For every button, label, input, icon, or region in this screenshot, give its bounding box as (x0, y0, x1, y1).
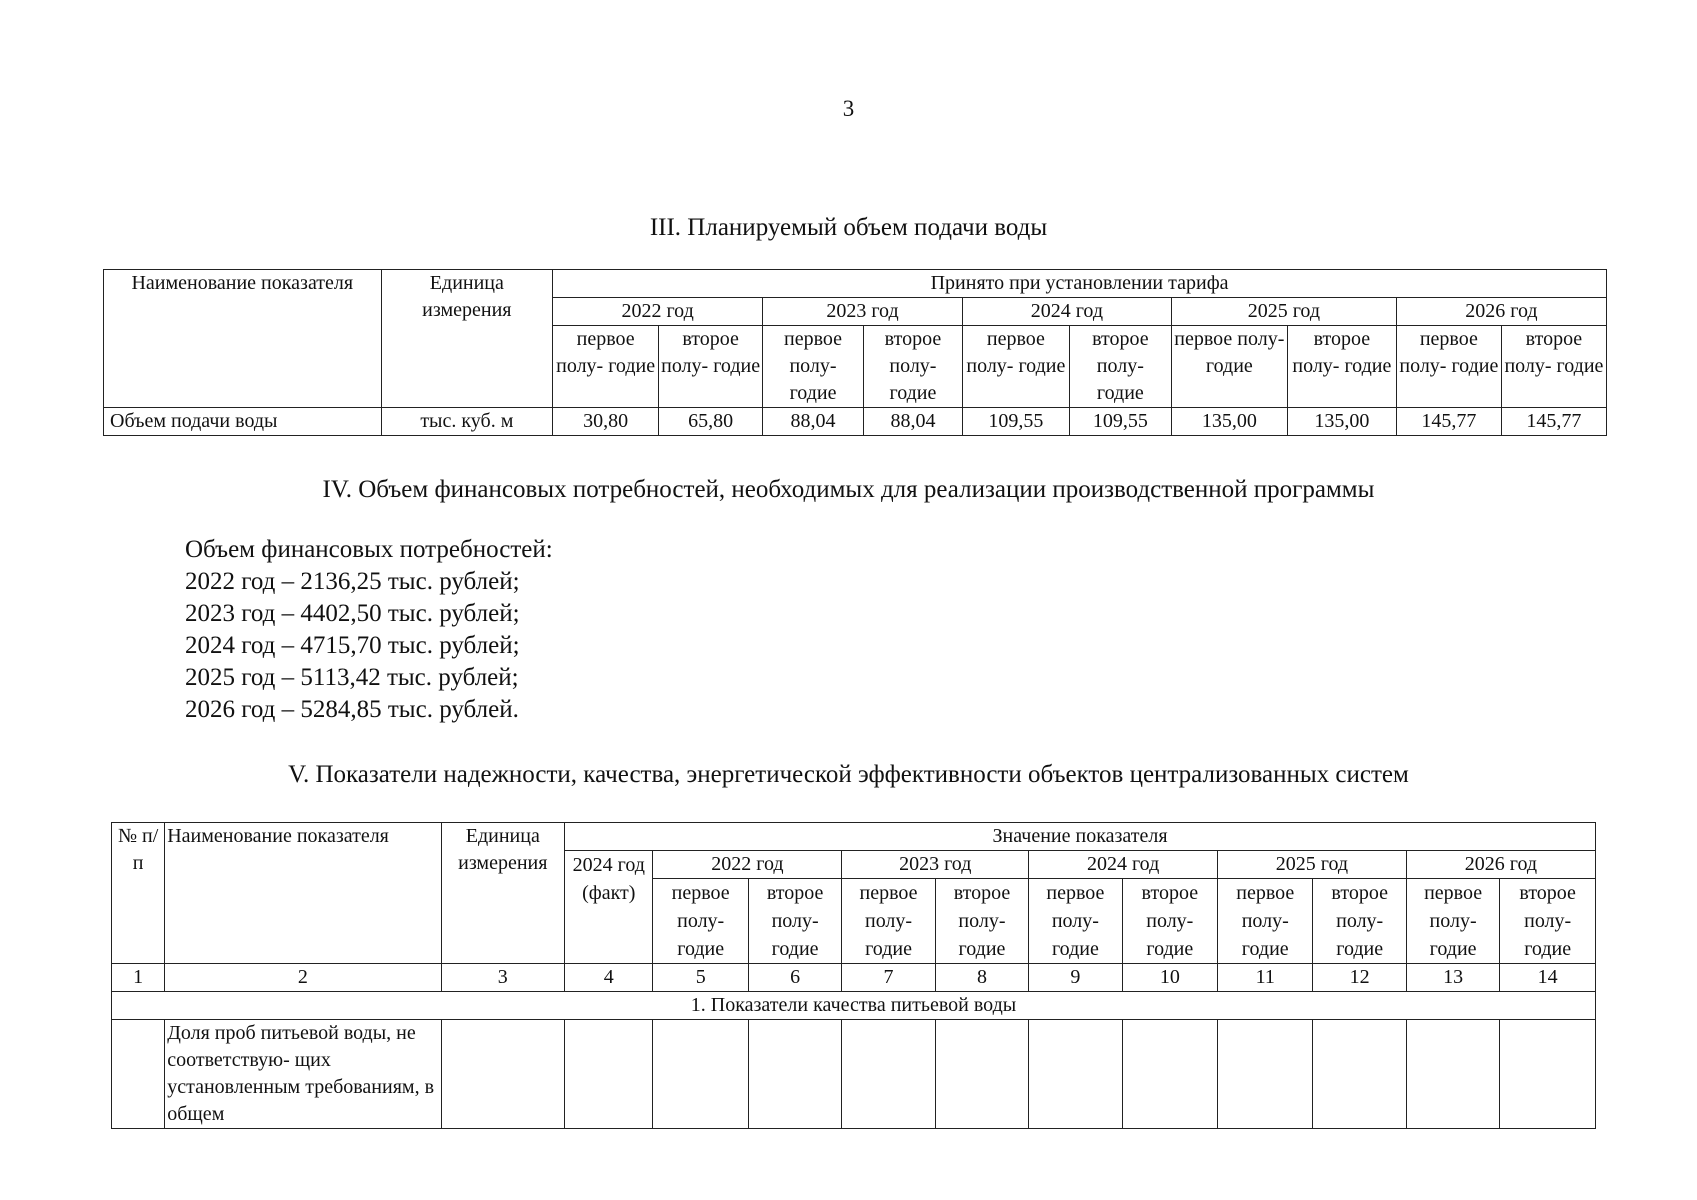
water-supply-table (103, 269, 1607, 436)
column-number: 2 (165, 964, 441, 992)
row-value: 88,04 (863, 408, 962, 436)
column-number: 11 (1218, 964, 1313, 992)
column-number: 4 (565, 964, 653, 992)
header-year: 2024 год (962, 298, 1171, 326)
column-number: 7 (842, 964, 935, 992)
row-value: 30,80 (553, 408, 659, 436)
header-unit: Единица измерения (381, 270, 553, 408)
row-value: 135,00 (1287, 408, 1396, 436)
column-number: 13 (1406, 964, 1499, 992)
header-first-half: первое полу- годие (1396, 326, 1501, 408)
row-value: 145,77 (1396, 408, 1501, 436)
row-cell (441, 1020, 565, 1129)
header-second-half: второе полу- годие (1500, 879, 1596, 964)
header-first-half: первое полу- годие (842, 879, 935, 964)
header-fact-year: 2024 год (факт) (565, 851, 653, 964)
column-number: 8 (935, 964, 1028, 992)
section-4-title: IV. Объем финансовых потребностей, необходимых для реализации производственной программы (322, 476, 1375, 503)
row-cell (1500, 1020, 1596, 1129)
column-number-row (112, 964, 1596, 992)
header-first-half: первое полу- годие (1218, 879, 1313, 964)
row-cell (935, 1020, 1028, 1129)
subsection-title: 1. Показатели качества питьевой воды (112, 992, 1596, 1020)
financial-needs-line: 2024 год – 4715,70 тыс. рублей; (185, 632, 520, 659)
header-year: 2024 год (1029, 851, 1218, 879)
column-number: 1 (112, 964, 165, 992)
header-second-half: второе полу- годие (748, 879, 841, 964)
header-year: 2022 год (653, 851, 842, 879)
row-unit: тыс. куб. м (381, 408, 553, 436)
header-year: 2026 год (1406, 851, 1595, 879)
header-second-half: второе полу- годие (863, 326, 962, 408)
row-cell (1122, 1020, 1217, 1129)
row-name: Доля проб питьевой воды, не соответствую- щих установленным требованиям, в общем (165, 1020, 441, 1129)
column-number: 12 (1313, 964, 1406, 992)
header-first-half: первое полу- годие (763, 326, 864, 408)
row-cell (565, 1020, 653, 1129)
section-3-title: III. Планируемый объем подачи воды (649, 214, 1048, 241)
column-number: 5 (653, 964, 748, 992)
row-number (112, 1020, 165, 1129)
row-cell (1218, 1020, 1313, 1129)
column-number: 6 (748, 964, 841, 992)
row-cell (1313, 1020, 1406, 1129)
indicators-table (111, 822, 1596, 1129)
header-unit: Единица измерения (441, 823, 565, 964)
header-first-half: первое полу- годие (1406, 879, 1499, 964)
row-value: 109,55 (962, 408, 1069, 436)
column-number: 14 (1500, 964, 1596, 992)
header-second-half: второе полу- годие (1069, 326, 1171, 408)
column-number: 9 (1029, 964, 1122, 992)
header-second-half: второе полу- годие (1287, 326, 1396, 408)
header-second-half: второе полу- годие (1313, 879, 1406, 964)
financial-needs-line: 2022 год – 2136,25 тыс. рублей; (185, 568, 520, 595)
header-first-half: первое полу- годие (1029, 879, 1122, 964)
header-year: 2022 год (553, 298, 763, 326)
header-year: 2023 год (842, 851, 1029, 879)
header-second-half: второе полу- годие (1501, 326, 1606, 408)
row-value: 145,77 (1501, 408, 1606, 436)
header-indicator-name: Наименование показателя (165, 823, 441, 964)
row-value: 109,55 (1069, 408, 1171, 436)
header-second-half: второе полу- годие (1122, 879, 1217, 964)
page-number: 3 (842, 96, 855, 121)
row-value: 135,00 (1171, 408, 1287, 436)
table-row (104, 408, 1607, 436)
header-year: 2023 год (763, 298, 963, 326)
row-cell (653, 1020, 748, 1129)
header-first-half: первое полу- годие (962, 326, 1069, 408)
header-tariff-group: Принято при установлении тарифа (553, 270, 1607, 298)
header-first-half: первое полу- годие (653, 879, 748, 964)
row-cell (748, 1020, 841, 1129)
row-cell (1406, 1020, 1499, 1129)
header-first-half: первое полу- годие (553, 326, 659, 408)
financial-needs-block (185, 534, 553, 726)
row-cell (842, 1020, 935, 1129)
column-number: 3 (441, 964, 565, 992)
header-year: 2026 год (1396, 298, 1606, 326)
row-cell (1029, 1020, 1122, 1129)
header-number: № п/п (112, 823, 165, 964)
financial-needs-line: 2025 год – 5113,42 тыс. рублей; (185, 664, 519, 691)
financial-needs-line: 2023 год – 4402,50 тыс. рублей; (185, 600, 520, 627)
header-year: 2025 год (1218, 851, 1407, 879)
financial-needs-line: 2026 год – 5284,85 тыс. рублей. (185, 696, 519, 723)
header-first-half: первое полу- годие (1171, 326, 1287, 408)
row-name: Объем подачи воды (104, 408, 382, 436)
financial-needs-intro: Объем финансовых потребностей: (185, 536, 553, 563)
header-second-half: второе полу- годие (659, 326, 763, 408)
header-indicator-name: Наименование показателя (104, 270, 382, 408)
header-second-half: второе полу- годие (935, 879, 1028, 964)
table-row (112, 1020, 1596, 1129)
section-5-title: V. Показатели надежности, качества, энергетической эффективности объектов централизованных систем (288, 761, 1409, 788)
header-value-group: Значение показателя (565, 823, 1596, 851)
row-value: 65,80 (659, 408, 763, 436)
header-year: 2025 год (1171, 298, 1396, 326)
row-value: 88,04 (763, 408, 864, 436)
column-number: 10 (1122, 964, 1217, 992)
